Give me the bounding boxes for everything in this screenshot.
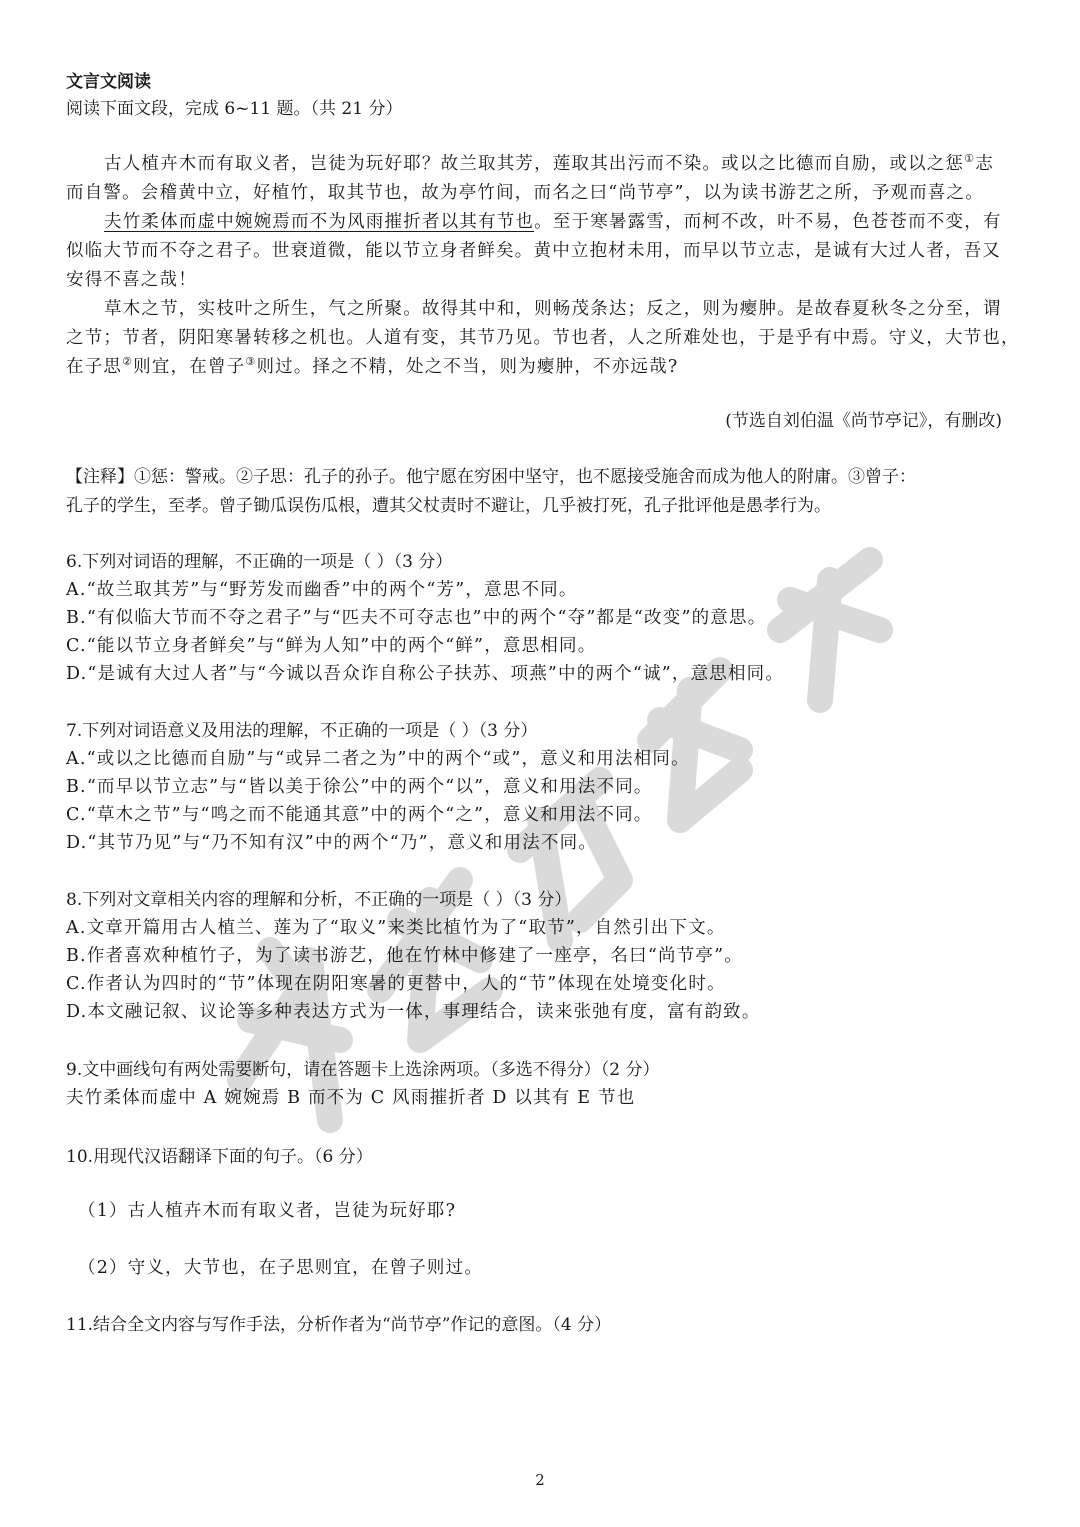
- instructions: 阅读下面文段，完成 6~11 题。（共 21 分）: [66, 99, 403, 119]
- question-10-stem: 10.用现代汉语翻译下面的句子。（6 分）: [66, 1147, 373, 1167]
- question-8-option-b: B.作者喜欢种植竹子，为了读书游艺，他在竹林中修建了一座亭，名曰“尚节亭”。: [66, 946, 743, 966]
- question-7-stem: 7.下列对词语意义及用法的理解，不正确的一项是（ ）（3 分）: [66, 721, 538, 741]
- question-9-stem: 9.文中画线句有两处需要断句，请在答题卡上选涂两项。（多选不得分）（2 分）: [66, 1060, 660, 1080]
- question-10-sentence-1: （1）古人植卉木而有取义者，岂徒为玩好耶?: [78, 1201, 457, 1221]
- question-7-option-c: C.“草木之节”与“鸣之而不能通其意”中的两个“之”，意义和用法不同。: [66, 805, 653, 825]
- passage-line: 安得不喜之哉！: [66, 270, 197, 290]
- question-7-option-a: A.“或以之比德而自励”与“或异二者之为”中的两个“或”，意义和用法相同。: [66, 749, 690, 769]
- passage-line: 似临大节而不夺之君子。世衰道微，能以节立身者鲜矣。黄中立抱材未用，而早以节立志，是诚有大过人者，吾又: [66, 241, 1001, 261]
- passage-line: 草木之节，实枝叶之所生，气之所聚。故得其中和，则畅茂条达；反之，则为瘿肿。是故春夏秋冬之分至，谓: [104, 299, 1002, 319]
- question-7-option-b: B.“而早以节立志”与“皆以美于徐公”中的两个“以”，意义和用法不同。: [66, 777, 653, 797]
- question-6-option-c: C.“能以节立身者鲜矣”与“鲜为人知”中的两个“鲜”，意思相同。: [66, 636, 597, 656]
- question-6-option-d: D.“是诚有大过人者”与“今诚以吾众诈自称公子扶苏、项燕”中的两个“诚”，意思相同。: [66, 664, 785, 684]
- question-7-option-d: D.“其节乃见”与“乃不知有汉”中的两个“乃”，意义和用法不同。: [66, 833, 598, 853]
- question-11-stem: 11.结合全文内容与写作手法，分析作者为“尚节亭”作记的意图。（4 分）: [66, 1315, 612, 1335]
- question-6-option-a: A.“故兰取其芳”与“野芳发而幽香”中的两个“芳”，意思不同。: [66, 580, 578, 600]
- page-number: 2: [535, 1471, 545, 1489]
- passage-line: 在子思②则宜，在曾子③则过。择之不精，处之不当，则为瘿肿，不亦远哉?: [66, 355, 679, 377]
- question-8-option-d: D.本文融记叙、议论等多种表达方式为一体，事理结合，读来张弛有度，富有韵致。: [66, 1002, 761, 1022]
- question-6-stem: 6.下列对词语的理解，不正确的一项是（ ）（3 分）: [66, 552, 453, 572]
- passage-line: 古人植卉木而有取义者，岂徒为玩好耶？故兰取其芳，莲取其出污而不染。或以之比德而自励，或以之惩①志: [104, 152, 994, 174]
- source-citation: (节选自刘伯温《尚节亭记》，有删改): [725, 411, 1002, 431]
- underlined-sentence: 夫竹柔体而虚中婉婉焉而不为风雨摧折者以其有节也: [104, 212, 535, 232]
- notes-line: 【注释】①惩：警戒。②子思：孔子的孙子。他宁愿在穷困中坚守，也不愿接受施舍而成为他人的附庸。③曾子：: [66, 467, 916, 487]
- notes-line: 孔子的学生，至孝。曾子锄瓜误伤瓜根，遭其父杖责时不避让，几乎被打死，孔子批评他是愚孝行为。: [66, 496, 831, 516]
- question-8-stem: 8.下列对文章相关内容的理解和分析，不正确的一项是（ ）（3 分）: [66, 890, 572, 910]
- passage-line: 夫竹柔体而虚中婉婉焉而不为风雨摧折者以其有节也。至于寒暑露雪，而柯不改，叶不易，色苍苍而不变，有: [104, 212, 1002, 232]
- question-8-option-a: A.文章开篇用古人植兰、莲为了“取义”来类比植竹为了“取节”，自然引出下文。: [66, 918, 726, 938]
- section-title: 文言文阅读: [66, 72, 151, 92]
- question-9-sentence: 夫竹柔体而虚中 A 婉婉焉 B 而不为 C 风雨摧折者 D 以其有 E 节也: [66, 1088, 636, 1108]
- passage-line: 之节；节者，阴阳寒暑转移之机也。人道有变，其节乃见。节也者，人之所难处也，于是乎有中焉。守义，大节也，: [66, 328, 1020, 348]
- question-6-option-b: B.“有似临大节而不夺之君子”与“匹夫不可夺志也”中的两个“夺”都是“改变”的意思。: [66, 608, 767, 628]
- question-8-option-c: C.作者认为四时的“节”体现在阴阳寒暑的更替中，人的“节”体现在处境变化时。: [66, 974, 726, 994]
- passage-line: 而自警。会稽黄中立，好植竹，取其节也，故为亭竹间，而名之曰“尚节亭”，以为读书游艺之所，予观而喜之。: [66, 183, 984, 203]
- question-10-sentence-2: （2）守义，大节也，在子思则宜，在曾子则过。: [78, 1258, 484, 1278]
